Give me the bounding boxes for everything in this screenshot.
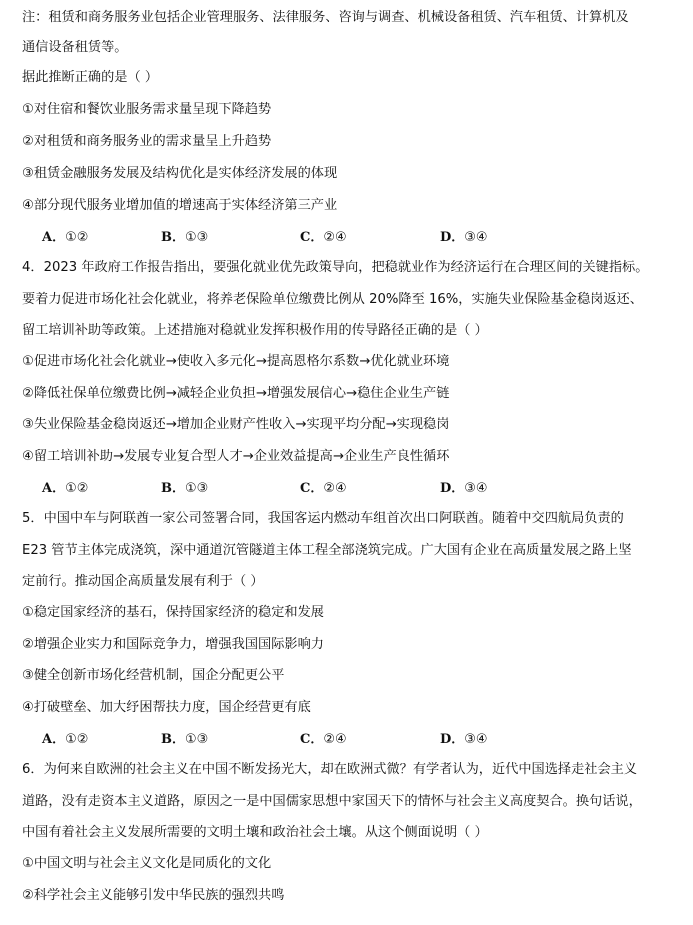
note-line: 通信设备租赁等。: [22, 40, 128, 55]
option-line: ②降低社保单位缴费比例→减轻企业负担→增强发展信心→稳住企业生产链: [22, 386, 450, 401]
option-line: ③失业保险基金稳岗返还→增加企业财产性收入→实现平均分配→实现稳岗: [22, 417, 450, 432]
option-line: ①中国文明与社会主义文化是同质化的文化: [22, 856, 272, 871]
choice-d[interactable]: D．③④: [440, 732, 488, 747]
answer-choices: [0, 730, 693, 750]
question-line: 留工培训补助等政策。上述措施对稳就业发挥积极作用的传导路径正确的是（ ）: [22, 323, 488, 338]
option-line: ①对住宿和餐饮业服务需求量呈现下降趋势: [22, 102, 272, 117]
option-line: ④留工培训补助→发展专业复合型人才→企业效益提高→企业生产良性循环: [22, 449, 450, 464]
question-line: 道路，没有走资本主义道路，原因之一是中国儒家思想中家国天下的情怀与社会主义高度契合。换句话说，: [22, 794, 642, 809]
question-line: 定前行。推动国企高质量发展有利于（ ）: [22, 574, 264, 589]
answer-choices: [0, 479, 693, 499]
option-line: ④部分现代服务业增加值的增速高于实体经济第三产业: [22, 198, 338, 213]
answer-choices: [0, 228, 693, 248]
question-line: 4．2023 年政府工作报告指出，要强化就业优先政策导向，把稳就业作为经济运行在合理区间的关键指标。: [22, 260, 649, 275]
option-line: ①促进市场化社会化就业→使收入多元化→提高恩格尔系数→优化就业环境: [22, 354, 450, 369]
choice-b[interactable]: B．①③: [161, 732, 209, 747]
question-stem: 据此推断正确的是（ ）: [22, 70, 159, 85]
note-line: 注：租赁和商务服务业包括企业管理服务、法律服务、咨询与调查、机械设备租赁、汽车租赁、计算机及: [22, 10, 629, 25]
question-line: 要着力促进市场化社会化就业，将养老保险单位缴费比例从 20%降至 16%，实施失业保险基金稳岗返还、: [22, 292, 643, 307]
option-line: ①稳定国家经济的基石，保持国家经济的稳定和发展: [22, 605, 324, 620]
option-line: ③租赁金融服务发展及结构优化是实体经济发展的体现: [22, 166, 338, 181]
option-line: ②科学社会主义能够引发中华民族的强烈共鸣: [22, 888, 285, 903]
question-line: 6．为何来自欧洲的社会主义在中国不断发扬光大，却在欧洲式微？有学者认为，近代中国选择走社会主义: [22, 762, 638, 777]
choice-d[interactable]: D．③④: [440, 230, 488, 245]
question-line: 中国有着社会主义发展所需要的文明土壤和政治社会土壤。从这个侧面说明（ ）: [22, 825, 488, 840]
question-line: 5．中国中车与阿联酋一家公司签署合同，我国客运内燃动车组首次出口阿联酋。随着中交四航局负责的: [22, 511, 624, 526]
option-line: ③健全创新市场化经营机制，国企分配更公平: [22, 668, 285, 683]
option-line: ②增强企业实力和国际竞争力，增强我国国际影响力: [22, 637, 324, 652]
choice-d[interactable]: D．③④: [440, 481, 488, 496]
choice-b[interactable]: B．①③: [161, 481, 209, 496]
question-line: E23 管节主体完成浇筑，深中通道沉管隧道主体工程全部浇筑完成。广大国有企业在高质量发展之路上坚: [22, 543, 632, 558]
choice-c[interactable]: C．②④: [300, 481, 347, 496]
option-line: ②对租赁和商务服务业的需求量呈上升趋势: [22, 134, 272, 149]
choice-c[interactable]: C．②④: [300, 230, 347, 245]
choice-c[interactable]: C．②④: [300, 732, 347, 747]
choice-a[interactable]: A．①②: [42, 481, 89, 496]
option-line: ④打破壁垒、加大纾困帮扶力度，国企经营更有底: [22, 700, 311, 715]
choice-b[interactable]: B．①③: [161, 230, 209, 245]
choice-a[interactable]: A．①②: [42, 230, 89, 245]
choice-a[interactable]: A．①②: [42, 732, 89, 747]
